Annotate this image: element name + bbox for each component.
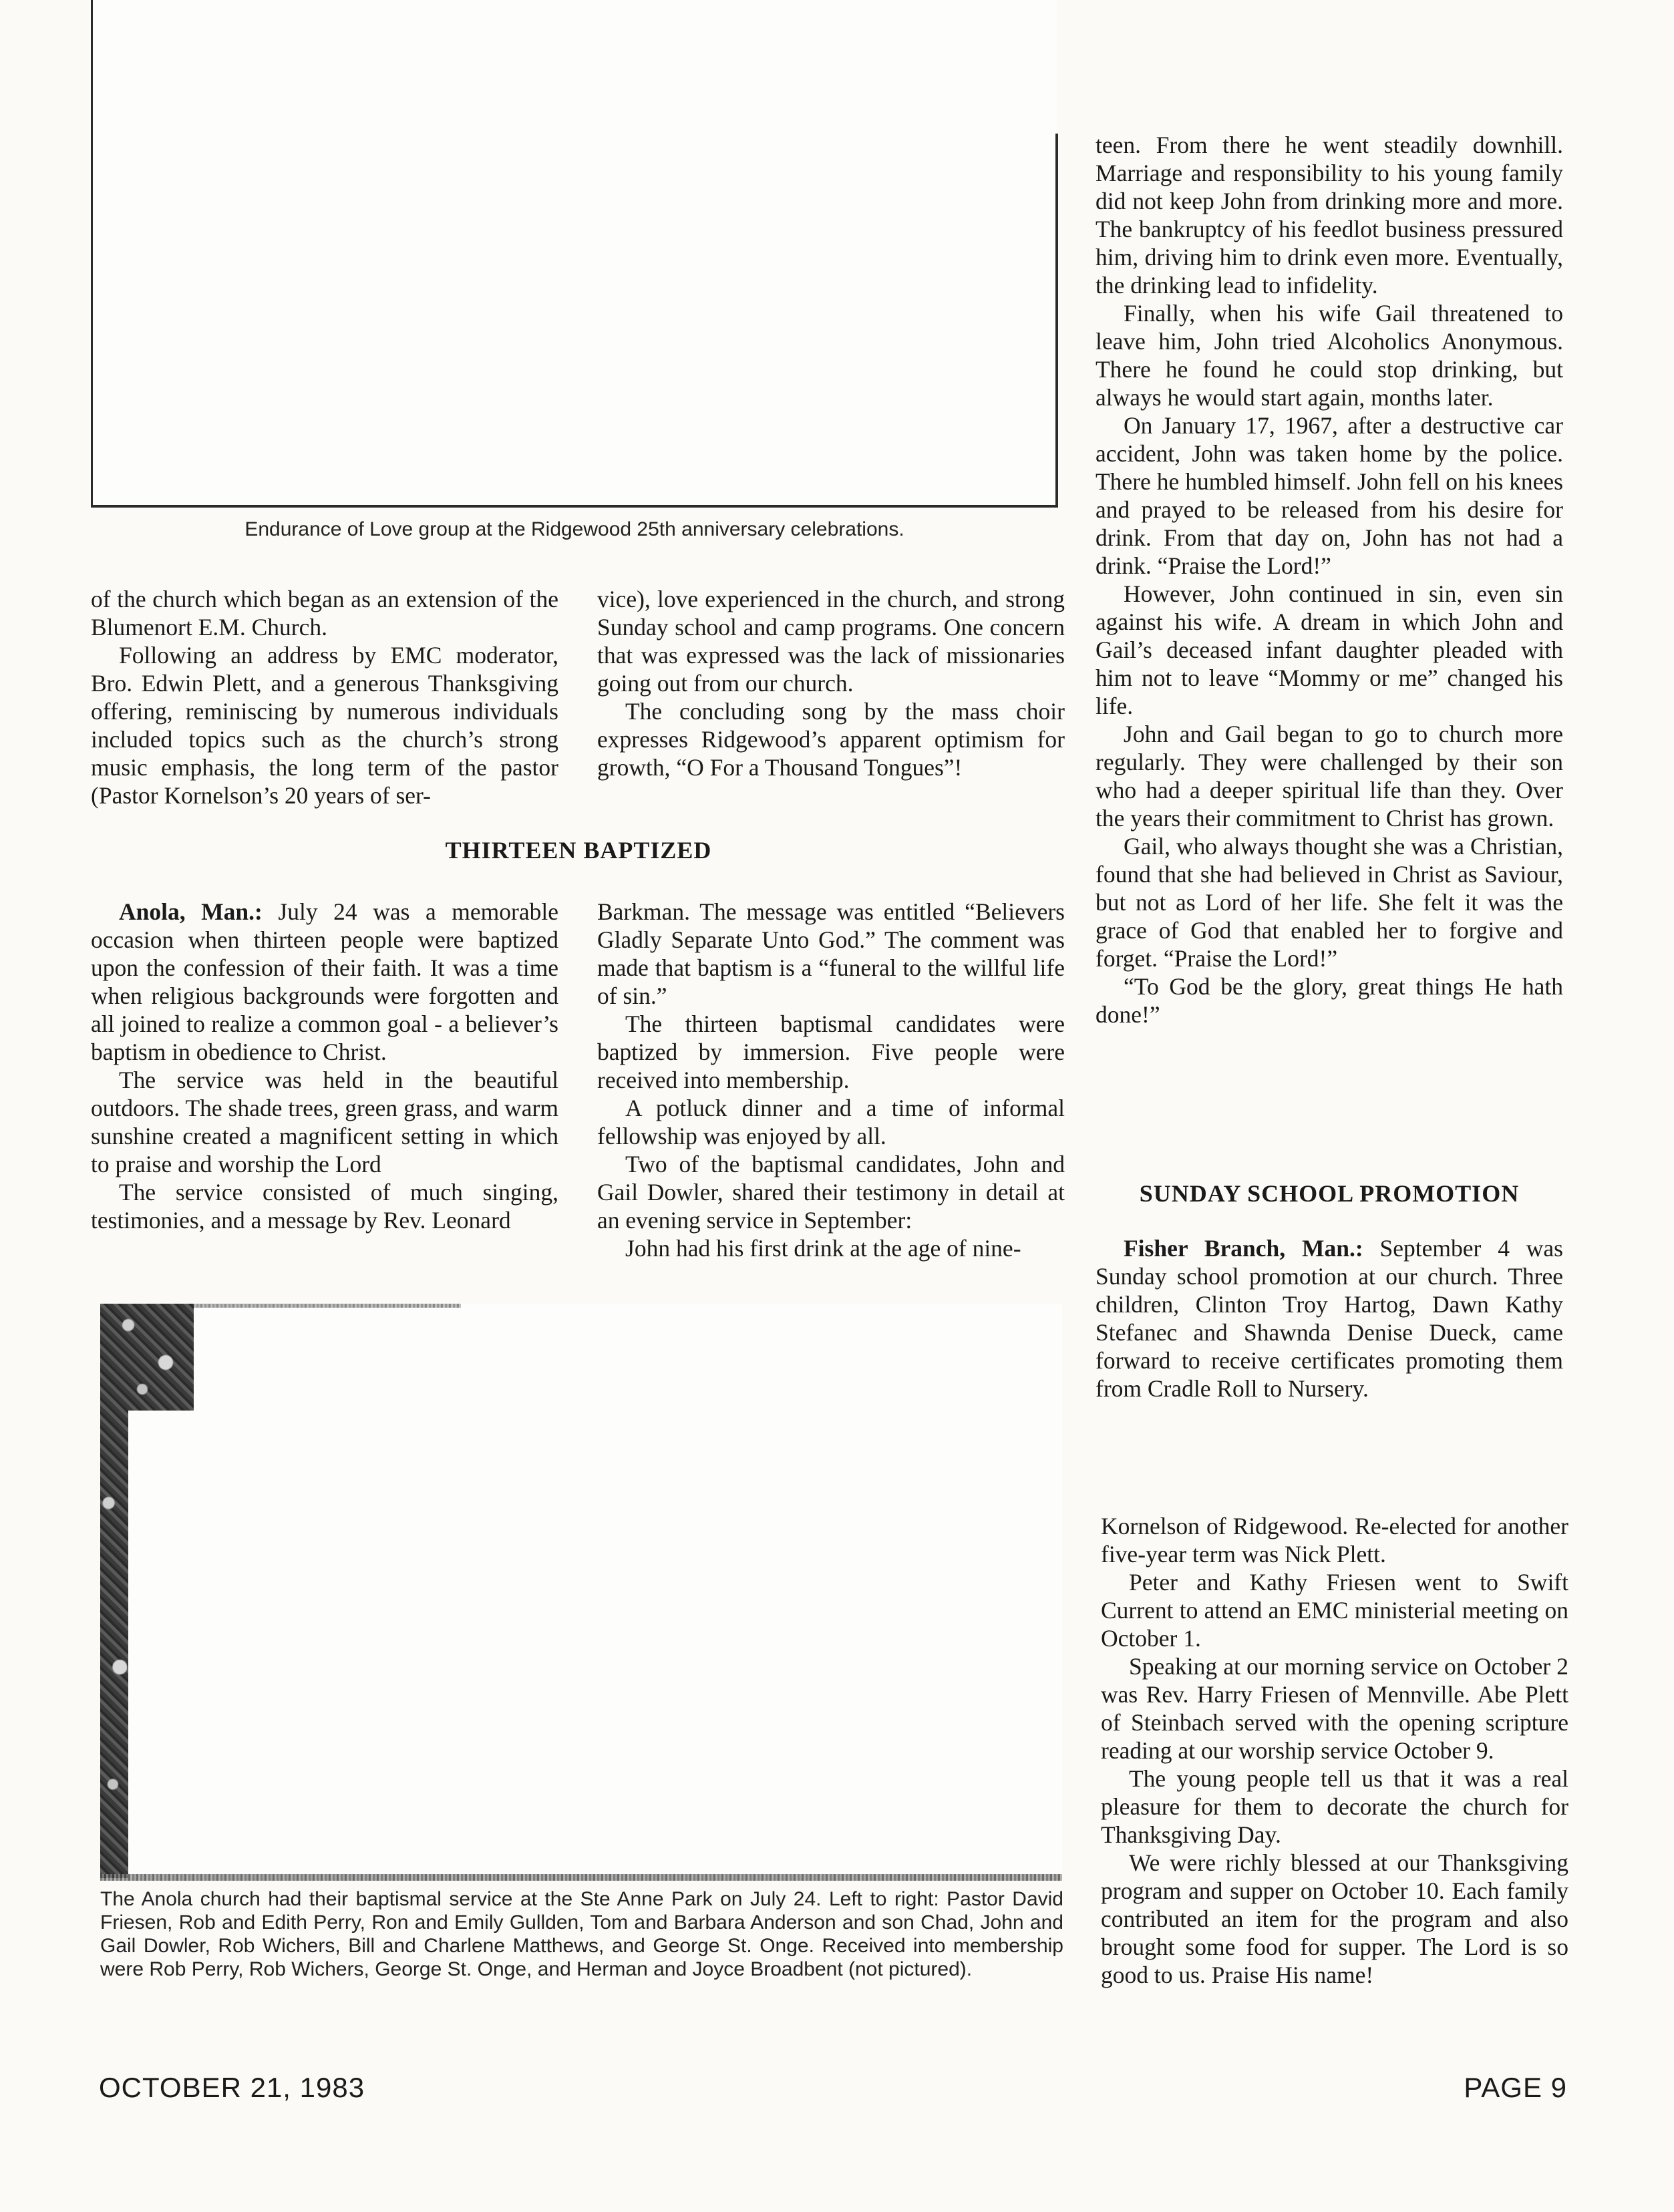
top-photo-caption: Endurance of Love group at the Ridgewood 25th anniversary celebrations.: [244, 518, 904, 540]
paragraph: John had his first drink at the age of nine-: [625, 1235, 1021, 1262]
paragraph-text: September 4 was Sunday school promotion at our church. Three children, Clinton Troy Hartog, Dawn Kathy Stefanec and Shawnda Denise Dueck, came forward to receive certificates promoting them from Cradle Roll to Nursery.: [1096, 1235, 1563, 1402]
ridgewood-col-2: [597, 585, 1065, 781]
baptized-col-2: [597, 898, 1065, 1262]
footer-page-number: PAGE 9: [1464, 2072, 1567, 2103]
paragraph: Peter and Kathy Friesen went to Swift Current to attend an EMC ministerial meeting on October 1.: [1101, 1569, 1568, 1652]
footer-date: OCTOBER 21, 1983: [99, 2072, 365, 2103]
top-photo-bottom-border: [91, 505, 1058, 508]
bottom-photo-foliage-edge: [100, 1304, 194, 1411]
paragraph: The thirteen baptismal candidates were baptized by immersion. Five people were received into membership.: [597, 1010, 1065, 1093]
baptized-col-3: [1096, 131, 1563, 1029]
bottom-photo-left-edge: [100, 1409, 128, 1878]
paragraph: On January 17, 1967, after a destructive car accident, John was taken home by the police. There he humbled himself. John fell on his knees and prayed to be released from his desire for drink. From that day on, John has not had a drink. “Praise the Lord!”: [1096, 412, 1563, 579]
paragraph: The service consisted of much singing, testimonies, and a message by Rev. Leonard: [91, 1179, 558, 1234]
ridgewood-col-1: [91, 585, 558, 809]
paragraph: However, John continued in sin, even sin against his wife. A dream in which John and Gail’s deceased infant daughter pleaded with him not to leave “Mommy or me” changed his life.: [1096, 580, 1563, 719]
paragraph: Barkman. The message was entitled “Believers Gladly Separate Unto God.” The comment was made that baptism is a “funeral to the willful life of sin.”: [597, 898, 1065, 1009]
baptized-col-1: [91, 898, 558, 1234]
paragraph: We were richly blessed at our Thanksgiving program and supper on October 10. Each family contributed an item for the program and also brought some food for supper. The Lord is so good to us. Praise His name!: [1101, 1849, 1568, 1988]
paragraph: of the church which began as an extension of the Blumenort E.M. Church.: [91, 586, 558, 640]
thirteen-baptized-heading: THIRTEEN BAPTIZED: [445, 837, 712, 864]
paragraph: John and Gail began to go to church more regularly. They were challenged by their son who had a deeper spiritual life than they. Over the years their commitment to Christ has grown.: [1096, 721, 1563, 832]
bottom-photo-caption: The Anola church had their baptismal service at the Ste Anne Park on July 24. Left to right: Pastor David Friesen, Rob and Edith Perry, Ron and Emily Gullden, Tom and Barbara Anderson and son Chad, John and Gail Dowler, Rob Wichers, Bill and Charlene Matthews, and George St. Onge. Received into membership were Rob Perry, Rob Wichers, George St. Onge, and Herman and Joyce Broadbent (not pictured).: [100, 1888, 1063, 1980]
top-photo-right-border: [1055, 134, 1058, 506]
paragraph: [91, 898, 558, 1066]
fisher-branch-continued-col: [1101, 1512, 1568, 1989]
paragraph: The young people tell us that it was a real pleasure for them to decorate the church for Thanksgiving Day.: [1101, 1765, 1568, 1848]
paragraph: [1096, 1234, 1563, 1403]
sunday-school-col: [1096, 1234, 1563, 1403]
bottom-photo-bottom-edge: [100, 1874, 1062, 1881]
bottom-photo: [100, 1304, 1062, 1878]
paragraph: Following an address by EMC moderator, Bro. Edwin Plett, and a generous Thanksgiving offering, reminiscing by numerous individuals included topics such as the church’s strong music emphasis, the long term of the pastor (Pastor Kornelson’s 20 years of ser-: [91, 642, 558, 809]
paragraph: Speaking at our morning service on October 2 was Rev. Harry Friesen of Mennville. Abe Plett of Steinbach served with the opening scripture reading at our worship service October 9.: [1101, 1653, 1568, 1764]
top-photo-left-border: [91, 0, 93, 506]
paragraph: Two of the baptismal candidates, John and Gail Dowler, shared their testimony in detail at an evening service in September:: [597, 1151, 1065, 1234]
sunday-school-heading: SUNDAY SCHOOL PROMOTION: [1139, 1180, 1520, 1207]
paragraph: teen. From there he went steadily downhill. Marriage and responsibility to his young family did not keep John from drinking more and more. The bankruptcy of his feedlot business pressured him, driving him to drink even more. Eventually, the drinking lead to infidelity.: [1096, 132, 1563, 299]
top-photo: [92, 0, 1057, 506]
paragraph: Kornelson of Ridgewood. Re-elected for another five-year term was Nick Plett.: [1101, 1513, 1568, 1568]
paragraph-text: July 24 was a memorable occasion when thirteen people were baptized upon the confession of their faith. It was a time when religious backgrounds were forgotten and all joined to realize a common goal - a believer’s baptism in obedience to Christ.: [91, 898, 558, 1065]
paragraph: vice), love experienced in the church, and strong Sunday school and camp programs. One concern that was expressed was the lack of missionaries going out from our church.: [597, 586, 1065, 697]
dateline: Fisher Branch, Man.:: [1124, 1235, 1363, 1262]
paragraph: “To God be the glory, great things He hath done!”: [1096, 973, 1563, 1028]
paragraph: A potluck dinner and a time of informal fellowship was enjoyed by all.: [597, 1095, 1065, 1149]
paragraph: Finally, when his wife Gail threatened to leave him, John tried Alcoholics Anonymous. There he found he could stop drinking, but always he would start again, months later.: [1096, 300, 1563, 411]
paragraph: The concluding song by the mass choir expresses Ridgewood’s apparent optimism for growth, “O For a Thousand Tongues”!: [597, 698, 1065, 781]
paragraph: Gail, who always thought she was a Christian, found that she had believed in Christ as Saviour, but not as Lord of her life. She felt it was the grace of God that enabled her to forgive and forget. “Praise the Lord!”: [1096, 833, 1563, 972]
paragraph: The service was held in the beautiful outdoors. The shade trees, green grass, and warm sunshine created a magnificent setting in which to praise and worship the Lord: [91, 1067, 558, 1177]
dateline: Anola, Man.:: [119, 898, 263, 925]
